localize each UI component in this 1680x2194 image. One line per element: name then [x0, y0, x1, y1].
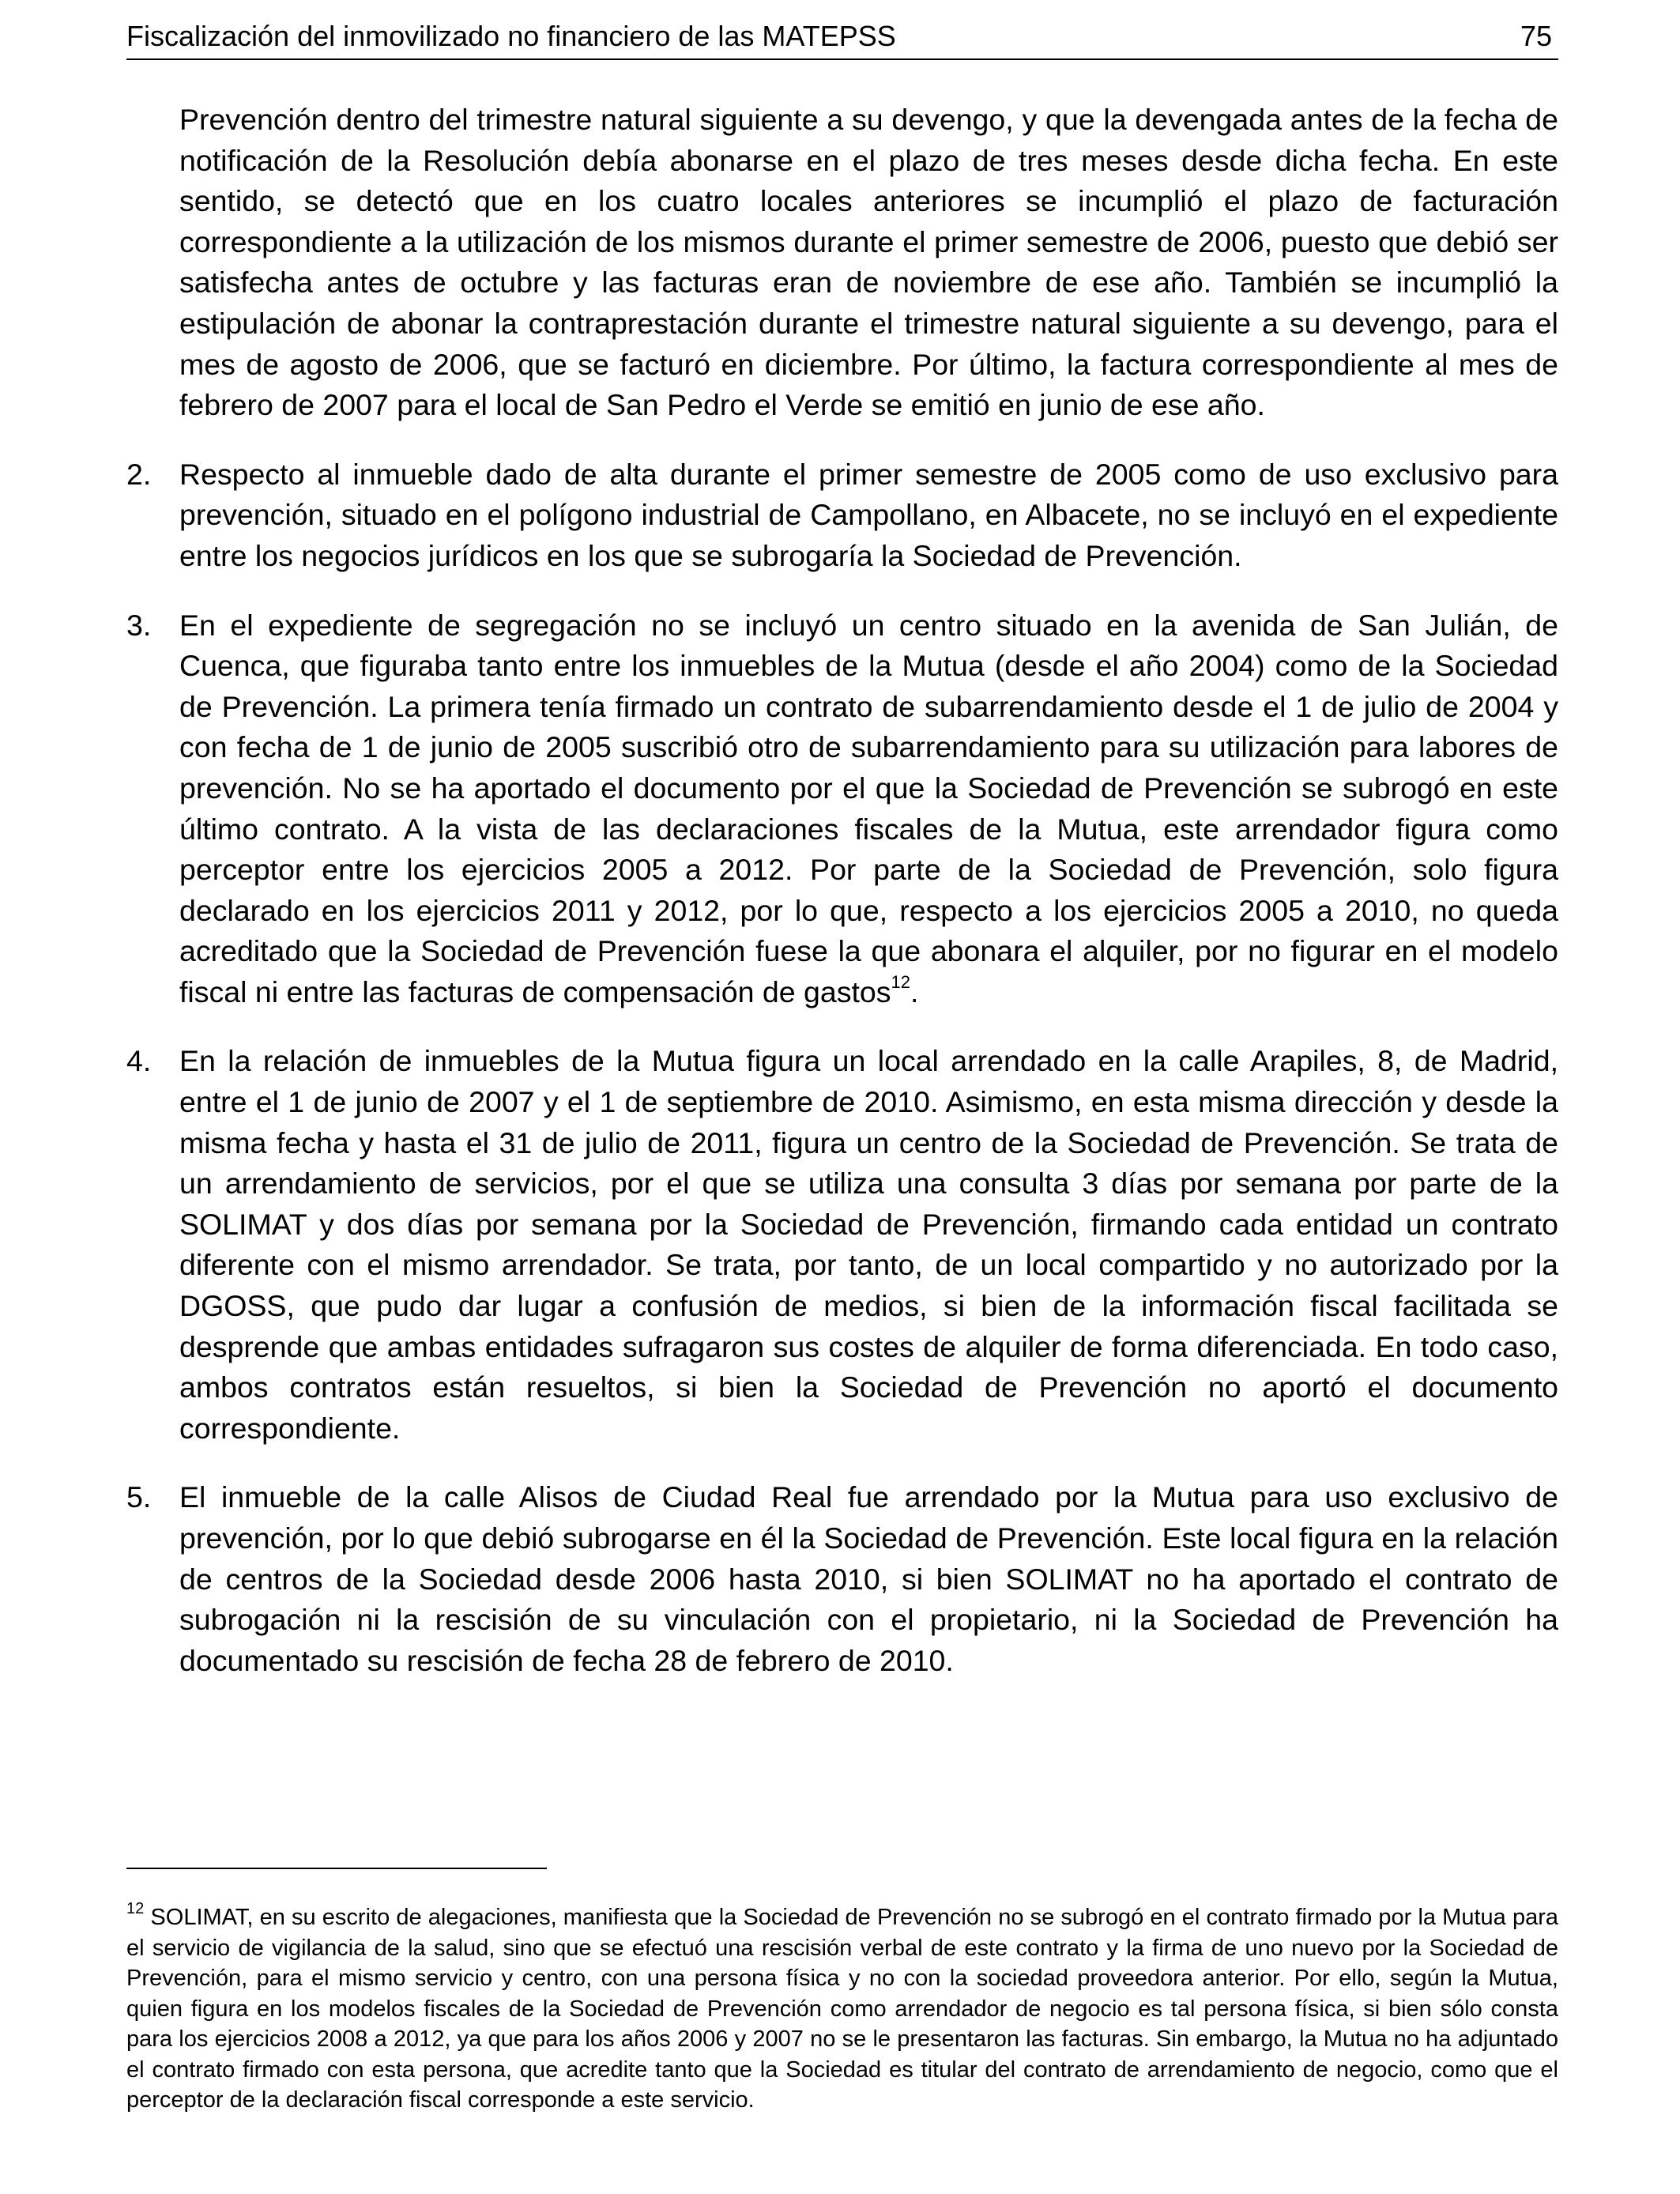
list-item-text: En la relación de inmuebles de la Mutua figura un local arrendado en la calle Arapiles, 8, de Madrid, entre el 1 de junio de 2007 y el 1 de septiembre de 2010. Asimismo, en esta misma dirección y desde la misma fecha y hasta el 31 de julio de 2011, figura un centro de la Sociedad de Prevención. Se trata de un arrendamiento de servicios, por el que se utiliza una consulta 3 días por semana por parte de la SOLIMAT y dos días por semana por la Sociedad de Prevención, firmando cada entidad un contrato diferente con el mismo arrendador. Se trata, por tanto, de un local compartido y no autorizado por la DGOSS, que pudo dar lugar a confusión de medios, si bien de la información fiscal facilitada se desprende que ambas entidades sufragaron sus costes de alquiler de forma diferenciada. En todo caso, ambos contratos están resueltos, si bien la Sociedad de Prevención no aportó el documento correspondiente.: [179, 1044, 1558, 1445]
list-item-text: En el expediente de segregación no se incluyó un centro situado en la avenida de San Julián, de Cuenca, que figuraba tanto entre los inmuebles de la Mutua (desde el año 2004) como de la Sociedad de Prevención. La primera tenía firmado un contrato de subarrendamiento desde el 1 de julio de 2004 y con fecha de 1 de junio de 2005 suscribió otro de subarrendamiento para su utilización para labores de prevención. No se ha aportado el documento por el que la Sociedad de Prevención se subrogó en este último contrato. A la vista de las declaraciones fiscales de la Mutua, este arrendador figura como perceptor entre los ejercicios 2005 a 2012. Por parte de la Sociedad de Prevención, solo figura declarado en los ejercicios 2011 y 2012, por lo que, respecto a los ejercicios 2005 a 2010, no queda acreditado que la Sociedad de Prevención fuese la que abonara el alquiler, por no figurar en el modelo fiscal ni entre las facturas de compensación de gastos: [179, 608, 1558, 1008]
list-item-3: [126, 605, 1558, 1013]
footnote-reference[interactable]: 12: [891, 971, 910, 992]
list-number: 4.: [126, 1044, 152, 1078]
list-item-5: [126, 1477, 1558, 1681]
list-number: 3.: [126, 608, 152, 642]
footnote-divider: [126, 1868, 547, 1869]
list-item-text-end: .: [910, 974, 919, 1008]
document-body: [126, 100, 1558, 1710]
list-item-text: El inmueble de la calle Alisos de Ciudad Real fue arrendado por la Mutua para uso exclusivo de prevención, por lo que debió subrogarse en él la Sociedad de Prevención. Este local figura en la relación de centros de la Sociedad desde 2006 hasta 2010, si bien SOLIMAT no ha aportado el contrato de subrogación ni la rescisión de su vinculación con el propietario, ni la Sociedad de Prevención ha documentado su rescisión de fecha 28 de febrero de 2010.: [179, 1480, 1558, 1677]
list-item-4: [126, 1041, 1558, 1449]
page-header: [126, 14, 1558, 60]
intro-paragraph: Prevención dentro del trimestre natural siguiente a su devengo, y que la devengada antes de la fecha de notificación de la Resolución debía abonarse en el plazo de tres meses desde dicha fecha. En este sentido, se detectó que en los cuatro locales anteriores se incumplió el plazo de facturación correspondiente a la utilización de los mismos durante el primer semestre de 2006, puesto que debió ser satisfecha antes de octubre y las facturas eran de noviembre de ese año. También se incumplió la estipulación de abonar la contraprestación durante el trimestre natural siguiente a su devengo, para el mes de agosto de 2006, que se facturó en diciembre. Por último, la factura correspondiente al mes de febrero de 2007 para el local de San Pedro el Verde se emitió en junio de ese año.: [179, 103, 1558, 422]
list-number: 5.: [126, 1480, 152, 1514]
footnote: [126, 1902, 1558, 2116]
list-item-text: Respecto al inmueble dado de alta durante el primer semestre de 2005 como de uso exclusivo para prevención, situado en el polígono industrial de Campollano, en Albacete, no se incluyó en el expediente entre los negocios jurídicos en los que se subrogaría la Sociedad de Prevención.: [179, 457, 1558, 572]
page-number: 75: [1520, 20, 1552, 52]
header-title: Fiscalización del inmovilizado no financiero de las MATEPSS: [126, 20, 896, 52]
list-item-2: [126, 454, 1558, 577]
footnote-text: SOLIMAT, en su escrito de alegaciones, manifiesta que la Sociedad de Prevención no se subrogó en el contrato firmado por la Mutua para el servicio de vigilancia de la salud, sino que se efectuó una rescisión verbal de este contrato y la firma de uno nuevo por la Sociedad de Prevención, para el mismo servicio y centro, con una persona física y no con la sociedad proveedora anterior. Por ello, según la Mutua, quien figura en los modelos fiscales de la Sociedad de Prevención como arrendador de negocio es tal persona física, si bien sólo consta para los ejercicios 2008 a 2012, ya que para los años 2006 y 2007 no se le presentaron las facturas. Sin embargo, la Mutua no ha adjuntado el contrato firmado con esta persona, que acredite tanto que la Sociedad es titular del contrato de arrendamiento de negocio, como que el perceptor de la declaración fiscal corresponde a este servicio.: [126, 1905, 1558, 2113]
list-number: 2.: [126, 457, 152, 491]
footnote-number: 12: [126, 1900, 145, 1917]
